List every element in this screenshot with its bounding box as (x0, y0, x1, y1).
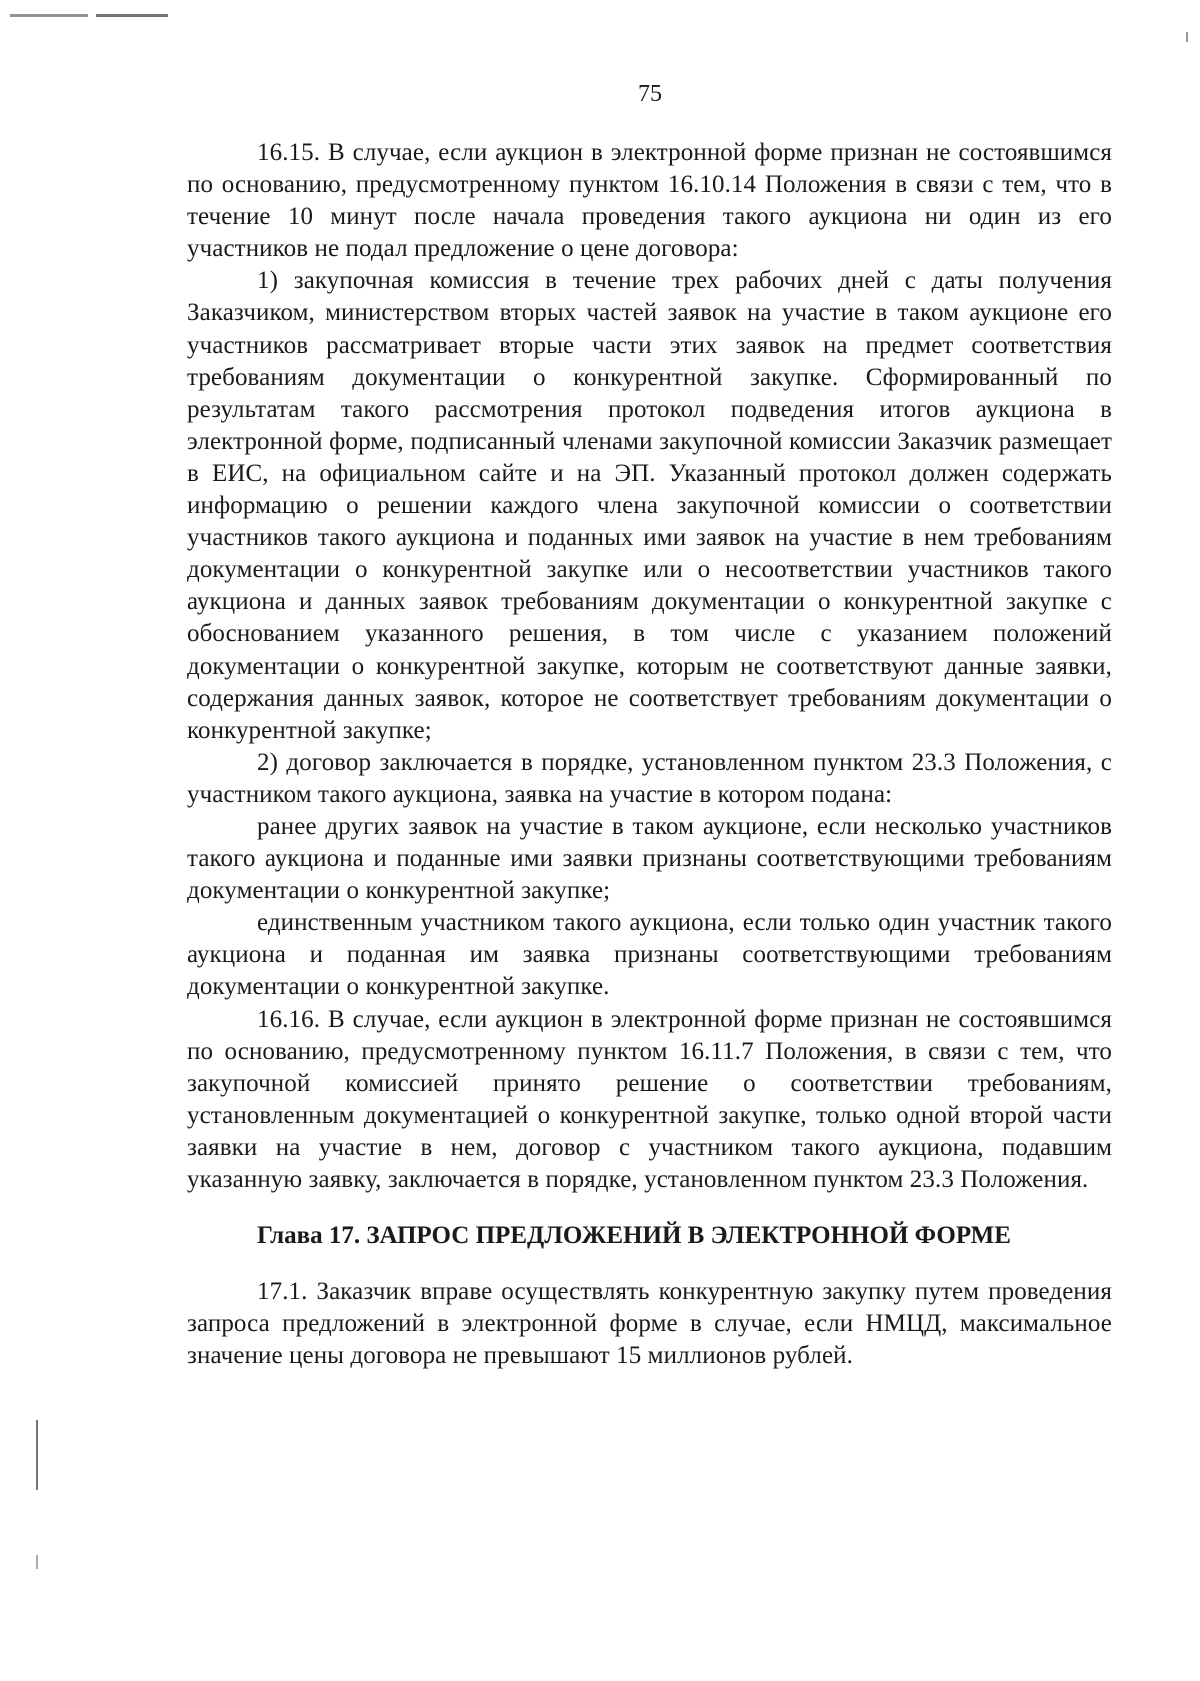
list-item-2-case-b: единственным участником такого аукциона, если только один участник такого аукциона и поданная им заявка признаны соответствующими требованиям документации о конкурентной закупке. (187, 909, 1112, 1001)
list-item-1: 1) закупочная комиссия в течение трех рабочих дней с даты получения Заказчиком, министерством вторых частей заявок на участие в таком аукционе его участников рассматривает вторые части этих заявок на предмет соответствия требованиям документации о конкурентной закупке. Сформированный по результатам такого рассмотрения протокол подведения итогов аукциона в электронной форме, подписанный членами закупочной комиссии Заказчик размещает в ЕИС, на официальном сайте и на ЭП. Указанный протокол должен содержать информацию о решении каждого члена закупочной комиссии о соответствии участников такого аукциона и поданных ими заявок на участие в нем требованиям документации о конкурентной закупке или о несоответствии участников такого аукциона и данных заявок требованиям документации о конкурентной закупке с обоснованием указанного решения, в том числе с указанием положений документации о конкурентной закупке, которым не соответствуют данные заявки, содержания данных заявок, которое не соответствует требованиям документации о конкурентной закупке; (187, 267, 1112, 744)
page-number: 75 (638, 81, 662, 107)
paragraph-17-1: 17.1. Заказчик вправе осуществлять конкурентную закупку путем проведения запроса предложений в электронной форме в случае, если НМЦД, максимальное значение цены договора не превышают 15 миллионов рублей. (187, 1278, 1112, 1370)
scan-artifact-left-edge (36, 1420, 38, 1490)
chapter-17-heading: Глава 17. ЗАПРОС ПРЕДЛОЖЕНИЙ В ЭЛЕКТРОННОЙ ФОРМЕ (257, 1222, 1011, 1250)
scan-artifact-left-edge-2 (36, 1555, 38, 1569)
list-item-2-case-a: ранее других заявок на участие в таком аукционе, если несколько участников такого аукциона и поданные ими заявки признаны соответствующими требованиям документации о конкурентной закупке; (187, 812, 1112, 905)
paragraph-16-15: 16.15. В случае, если аукцион в электронной форме признан не состоявшимся по основанию, предусмотренному пунктом 16.10.14 Положения в связи с тем, что в течение 10 минут после начала проведения такого аукциона ни один из его участников не подал предложение о цене договора: (187, 139, 1112, 263)
scan-artifact-top-left-2 (96, 14, 168, 17)
paragraph-16-16: 16.16. В случае, если аукцион в электронной форме признан не состоявшимся по основанию, предусмотренному пунктом 16.11.7 Положения, в связи с тем, что закупочной комиссией принято решение о соответствии требованиям, установленным документацией о конкурентной закупке, только одной второй части заявки на участие в нем, договор с участником такого аукциона, подавшим указанную заявку, заключается в порядке, установленном пунктом 23.3 Положения. (187, 1005, 1112, 1193)
list-item-2: 2) договор заключается в порядке, установленном пунктом 23.3 Положения, с участником такого аукциона, заявка на участие в котором подана: (187, 748, 1112, 808)
scan-artifact-top-right (1186, 32, 1188, 42)
scan-artifact-top-left (10, 14, 88, 17)
document-body (187, 137, 1112, 1372)
